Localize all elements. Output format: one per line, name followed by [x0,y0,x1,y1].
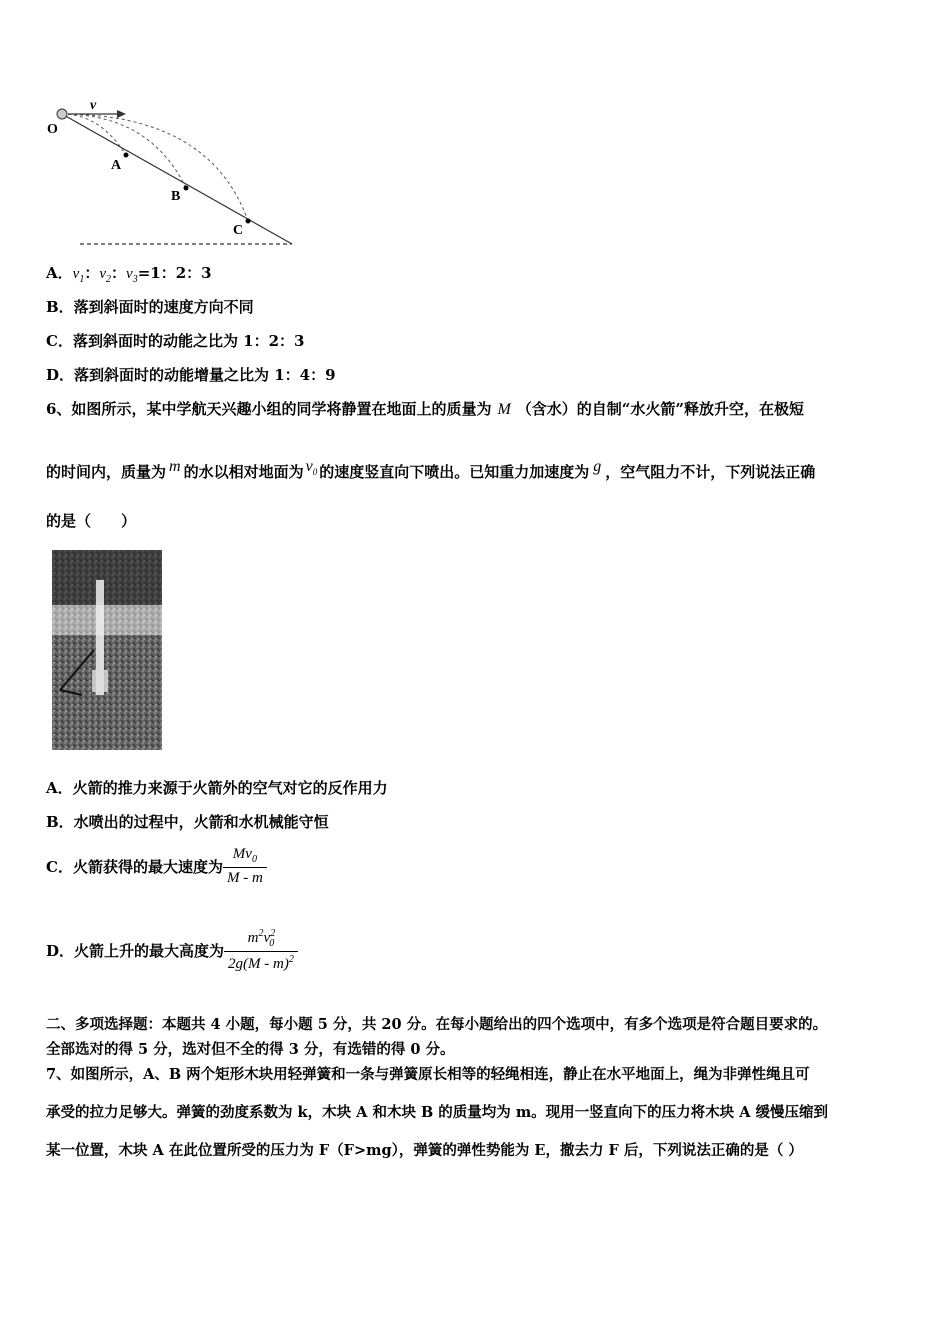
q6-stem-line1: 6、如图所示，某中学航天兴趣小组的同学将静置在地面上的质量为 M （含水）的自制“水火箭”释放升空，在极短 [46,400,805,418]
q7-stem-line3: 某一位置，木块 A 在此位置所受的压力为 F（F>mg），弹簧的弹性势能为 E，撤去力 F 后，下列说法正确的是（ ） [46,1142,803,1159]
q6-option-c-fraction: $\frac{Mv_0}{M - m}$ [223,846,267,887]
q6-option-b: B．水喷出的过程中，火箭和水机械能守恒 [46,813,329,831]
q5-option-a: A．$v_1$：$v_2$：$v_3=1$：2：3 [46,264,212,285]
q6-option-d: D．火箭上升的最大高度为 $\frac{m^2v^2_0}{2g(M - m)^2}$ [46,928,298,973]
q5-option-c: C．落到斜面时的动能之比为 1：2：3 [46,332,305,350]
label-c: C [233,223,244,238]
q6-option-d-fraction: $\frac{m^2v^2_0}{2g(M - m)^2}$ [224,928,298,973]
q6-stem-line2: 的时间内，质量为 $^m$ 的水以相对地面为 $^{v_0}$ 的速度竖直向下喷出。已知重力加速度为 $^g$ ，空气阻力不计，下列说法正确 [46,458,816,481]
label-v: v [90,98,97,113]
label-o: O [47,122,58,137]
label-b: B [171,189,181,204]
q6-option-c: C．火箭获得的最大速度为 $\frac{Mv_0}{M - m}$ [46,846,267,887]
q7-stem-line1: 7、如图所示，A、B 两个矩形木块用轻弹簧和一条与弹簧原长相等的轻绳相连，静止在水平地面上，绳为非弹性绳且可 [46,1066,810,1083]
q6-option-a: A．火箭的推力来源于火箭外的空气对它的反作用力 [46,779,388,797]
section2-heading-line2: 全部选对的得 5 分，选对但不全的得 3 分，有选错的得 0 分。 [46,1041,455,1058]
projectile-incline-figure [40,92,310,252]
q5-option-b: B．落到斜面时的速度方向不同 [46,298,254,316]
q5-option-d: D．落到斜面时的动能增量之比为 1：4：9 [46,366,336,384]
q6-stem-line3: 的是（ ） [46,512,137,530]
section2-heading-line1: 二、多项选择题：本题共 4 小题，每小题 5 分，共 20 分。在每小题给出的四个选项中，有多个选项是符合题目要求的。 [46,1016,828,1033]
q7-stem-line2: 承受的拉力足够大。弹簧的劲度系数为 k，木块 A 和木块 B 的质量均为 m。现用一竖直向下的压力将木块 A 缓慢压缩到 [46,1104,829,1121]
water-rocket-photo [52,550,162,750]
label-a: A [111,158,122,173]
